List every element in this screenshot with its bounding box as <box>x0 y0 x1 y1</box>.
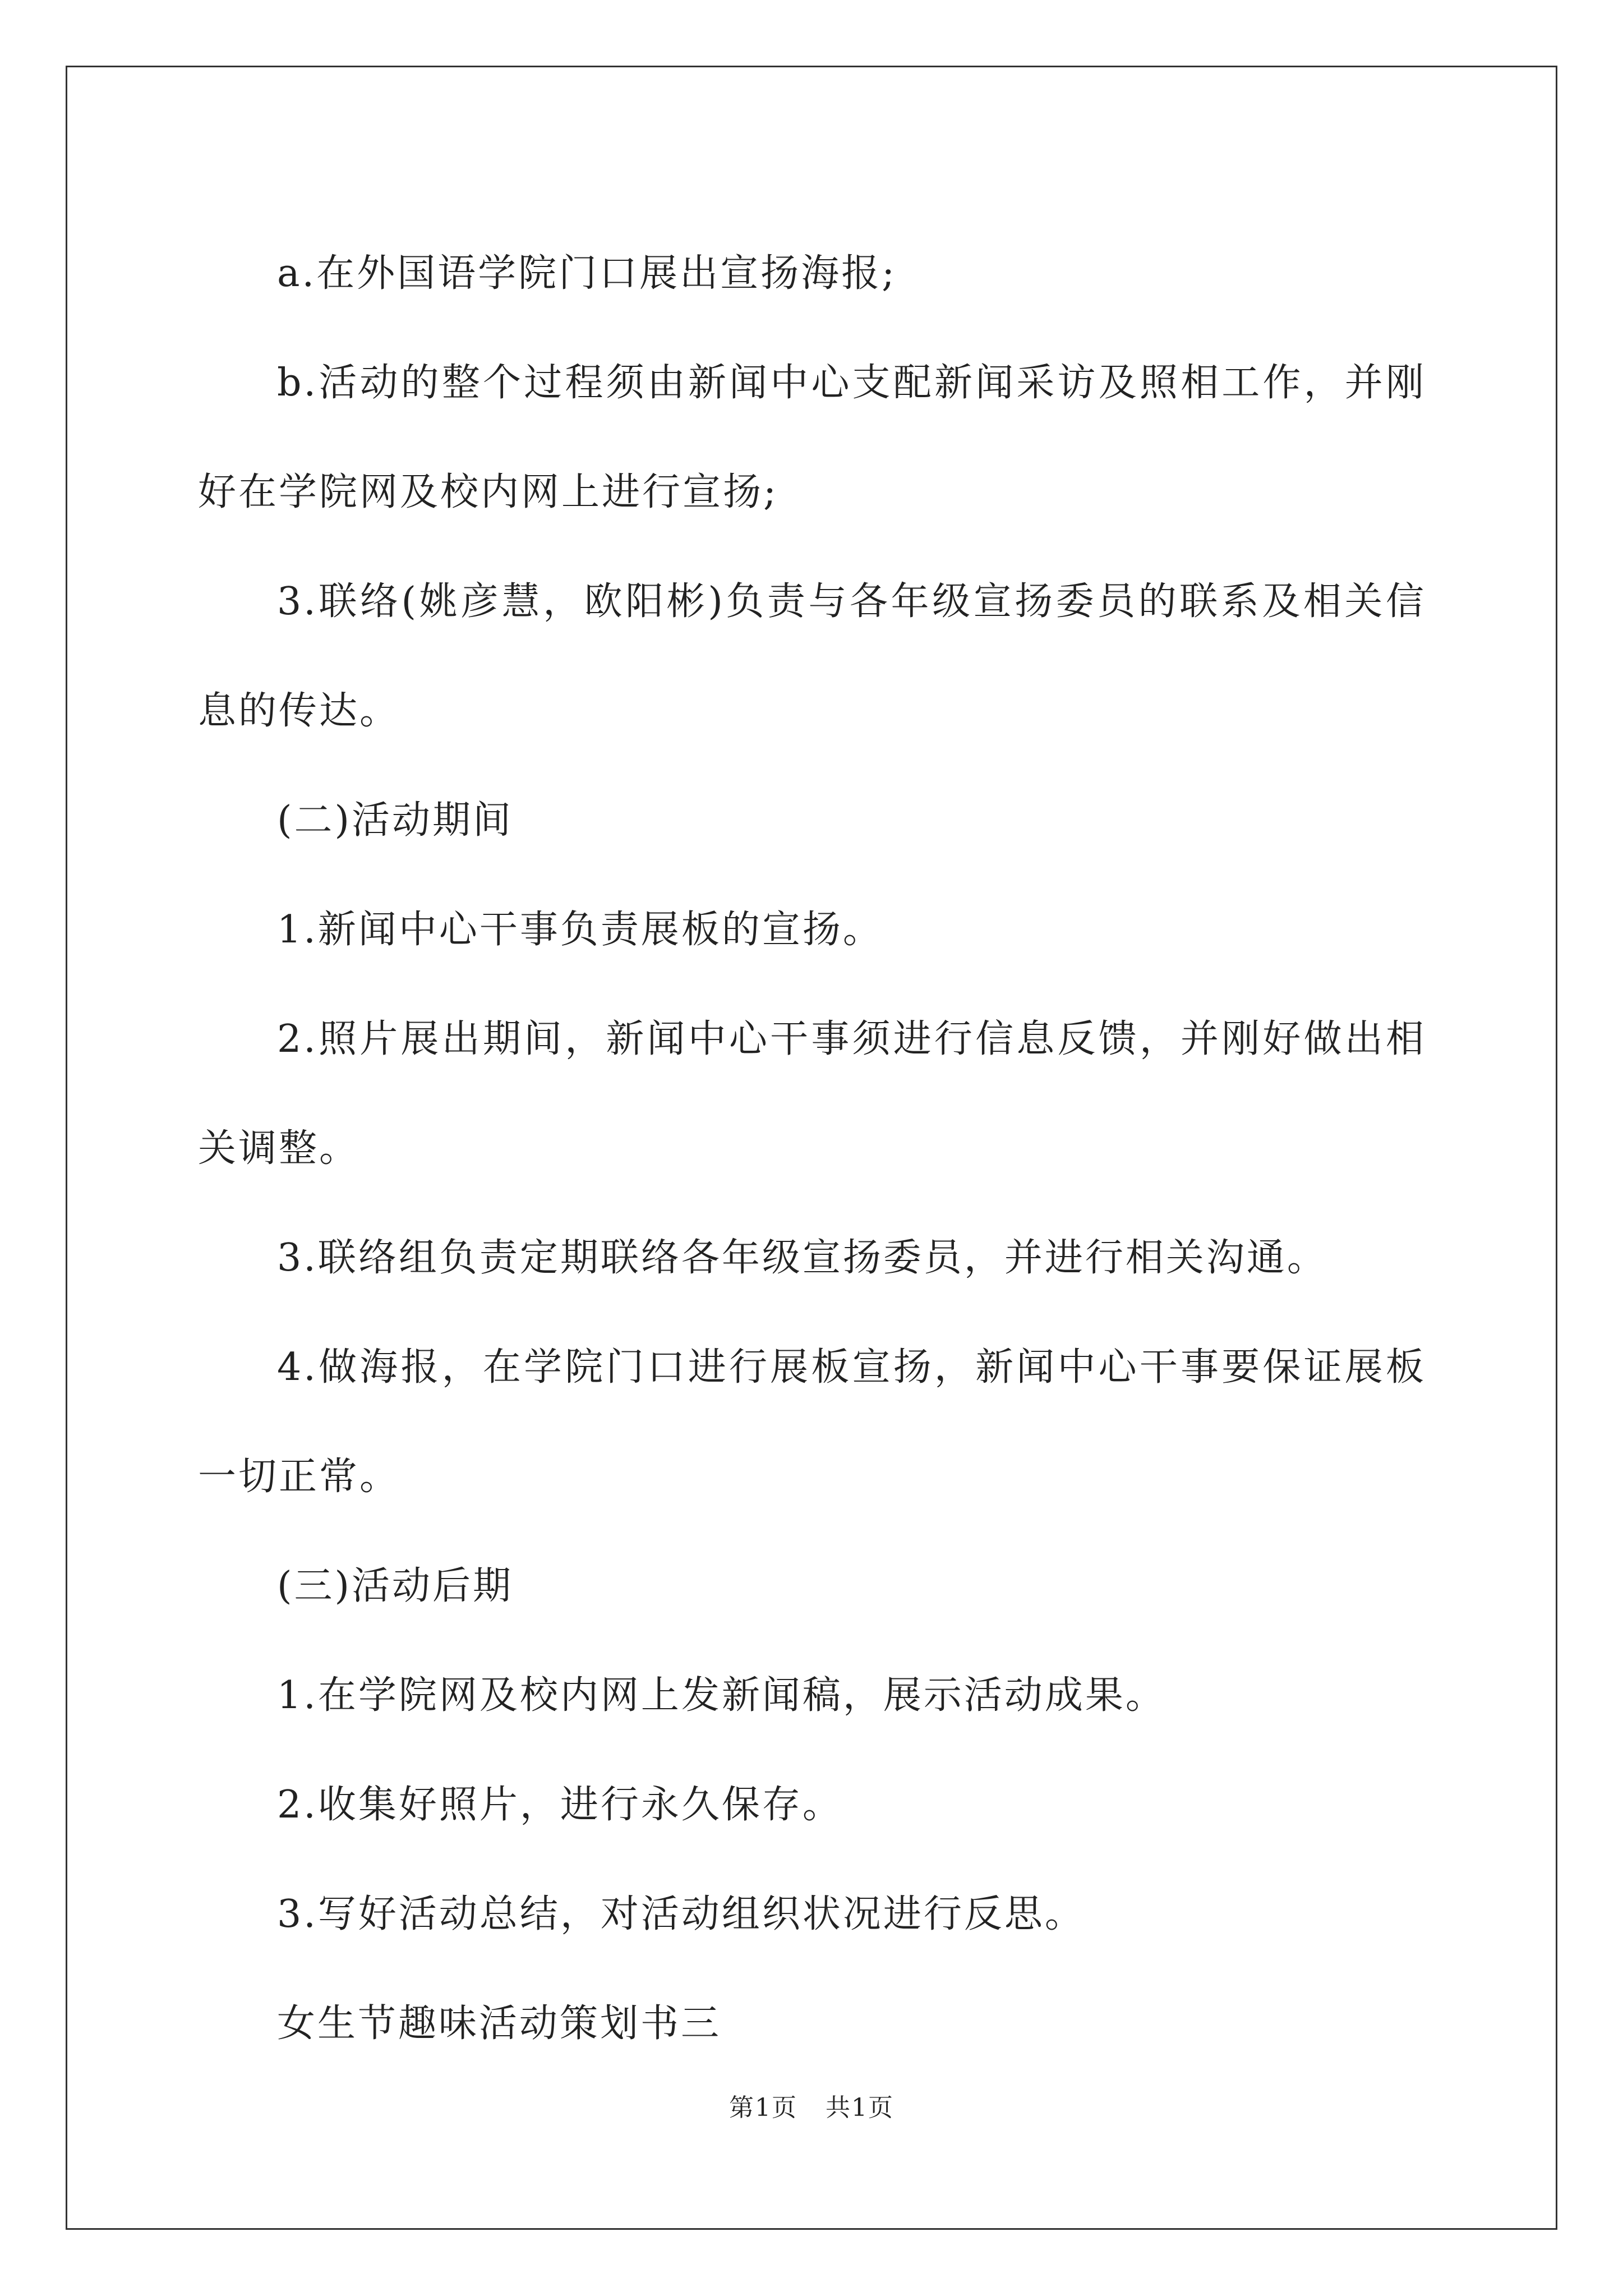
section-heading-during-activity: (二)活动期间 <box>277 798 514 843</box>
next-section-title: 女生节趣味活动策划书三 <box>277 2001 722 2046</box>
page-number-current: 第1页 <box>729 2093 797 2122</box>
page-number-total: 共1页 <box>826 2093 894 2122</box>
page-footer <box>0 2091 1623 2125</box>
paragraph-during-1: 1.新闻中心干事负责展板的宣扬。 <box>277 908 883 952</box>
paragraph-during-2: 2.照片展出期间，新闻中心干事须进行信息反馈，并刚好做出相关调整。 <box>198 1017 1426 1171</box>
section-heading-after-activity: (三)活动后期 <box>277 1564 514 1608</box>
paragraph-b-news-coverage: b.活动的整个过程须由新闻中心支配新闻采访及照相工作，并刚好在学院网及校内网上进行宣扬; <box>198 361 1426 514</box>
paragraph-after-1: 1.在学院网及校内网上发新闻稿，展示活动成果。 <box>277 1673 1166 1718</box>
paragraph-after-3: 3.写好活动总结，对活动组织状况进行反思。 <box>277 1892 1085 1936</box>
paragraph-liaison: 3.联络(姚彦慧，欧阳彬)负责与各年级宣扬委员的联系及相关信息的传达。 <box>198 579 1426 733</box>
paragraph-during-4: 4.做海报，在学院门口进行展板宣扬，新闻中心干事要保证展板一切正常。 <box>198 1345 1426 1499</box>
paragraph-after-2: 2.收集好照片，进行永久保存。 <box>277 1783 843 1827</box>
paragraph-a-poster: a.在外国语学院门口展出宣扬海报; <box>277 251 897 296</box>
document-body <box>198 219 1426 2078</box>
paragraph-during-3: 3.联络组负责定期联络各年级宣扬委员，并进行相关沟通。 <box>277 1236 1327 1280</box>
